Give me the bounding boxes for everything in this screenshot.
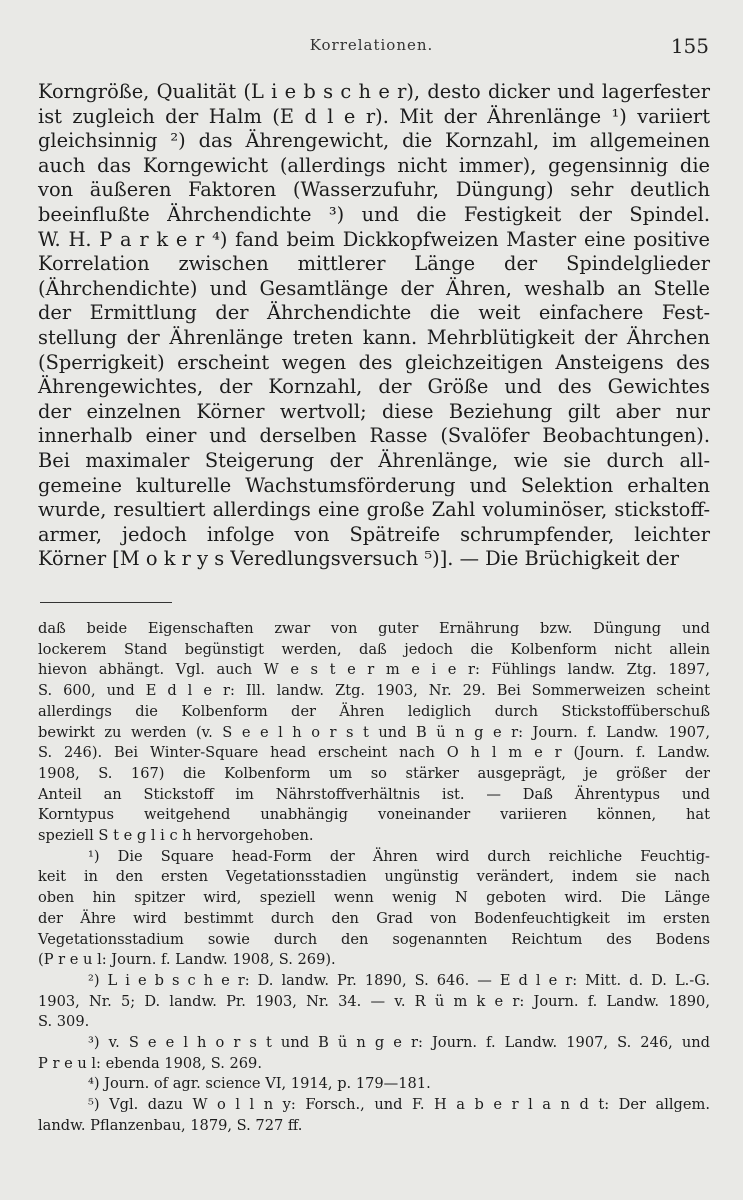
footnote-4-line: ⁴) Journ. of agr. science VI, 1914, p. 179—181. [88, 1075, 431, 1093]
page-number: 155 [670, 34, 709, 58]
body-text [38, 80, 710, 572]
footnote-line: landw. Pflanzenbau, 1879, S. 727 ff. [38, 1116, 303, 1134]
footnote-line: allerdings die Kolbenform der Ähren lediglich durch Stickstoffüberschuß [38, 702, 710, 720]
footnote-line: bewirkt zu werden (v. S e e l h o r s t und B ü n g e r: Journ. f. Landw. 1907, [38, 723, 710, 741]
footnote-line: 1903, Nr. 5; D. landw. Pr. 1903, Nr. 34. — v. R ü m k e r: Journ. f. Landw. 1890, [38, 992, 710, 1010]
body-line: innerhalb einer und derselben Rasse (Svalöfer Beobachtungen). [38, 424, 710, 448]
body-line: Ährengewichtes, der Kornzahl, der Größe und des Gewichtes [38, 375, 710, 399]
footnote-separator [40, 602, 172, 603]
footnote-5-line: ⁵) Vgl. dazu W o l l n y: Forsch., und F. H a b e r l a n d t: Der allgem. [88, 1096, 710, 1114]
footnote-line: 1908, S. 167) die Kolbenform um so stärker ausgeprägt, je größer der [38, 764, 710, 782]
body-line: Bei maximaler Steigerung der Ährenlänge, wie sie durch all- [38, 448, 710, 472]
footnote-1-line: ¹) Die Square head-Form der Ähren wird durch reichliche Feuchtig- [88, 847, 710, 865]
footnote-line: Korntypus weitgehend unabhängig voneinander variieren können, hat [38, 806, 710, 824]
footnote-line: lockerem Stand begünstigt werden, daß jedoch die Kolbenform nicht allein [38, 640, 710, 658]
body-line: gleichsinnig ²) das Ährengewicht, die Kornzahl, im allgemeinen [38, 129, 710, 153]
footnote-line: P r e u l: ebenda 1908, S. 269. [38, 1054, 262, 1072]
body-line: (Ährchendichte) und Gesamtlänge der Ähren, weshalb an Stelle [38, 276, 710, 300]
body-line: ist zugleich der Halm (E d l e r). Mit der Ährenlänge ¹) variiert [38, 104, 710, 128]
footnote-line: keit in den ersten Vegetationsstadien ungünstig verändert, indem sie nach [38, 868, 710, 886]
body-line: Korrelation zwischen mittlerer Länge der Spindelglieder [38, 252, 710, 276]
body-line: der Ermittlung der Ährchendichte die weit einfachere Fest- [38, 301, 710, 325]
footnote-line: Vegetationsstadium sowie durch den sogenannten Reichtum des Bodens [38, 930, 710, 948]
footnote-line: oben hin spitzer wird, speziell wenn wenig N geboten wird. Die Länge [38, 889, 710, 907]
footnote-line: der Ähre wird bestimmt durch den Grad von Bodenfeuchtigkeit im ersten [38, 909, 710, 927]
page-header [0, 32, 743, 62]
body-line: W. H. P a r k e r ⁴) fand beim Dickkopfweizen Master eine positive [38, 227, 710, 251]
body-line: Korngröße, Qualität (L i e b s c h e r), desto dicker und lagerfester [38, 80, 710, 103]
footnotes [38, 619, 710, 1137]
footnote-line: speziell S t e g l i c h hervorgehoben. [38, 827, 314, 845]
body-line: beeinflußte Ährchendichte ³) und die Festigkeit der Spindel. [38, 202, 710, 226]
footnote-line: S. 309. [38, 1013, 90, 1031]
body-line: (Sperrigkeit) erscheint wegen des gleichzeitigen Ansteigens des [38, 350, 710, 374]
body-line: auch das Korngewicht (allerdings nicht immer), gegensinnig die [38, 153, 710, 177]
body-line: der einzelnen Körner wertvoll; diese Beziehung gilt aber nur [38, 399, 710, 423]
footnote-3-line: ³) v. S e e l h o r s t und B ü n g e r: Journ. f. Landw. 1907, S. 246, und [88, 1034, 710, 1052]
footnote-line: S. 600, und E d l e r: Ill. landw. Ztg. 1903, Nr. 29. Bei Sommerweizen scheint [38, 682, 710, 700]
body-line: Körner [M o k r y s Veredlungsversuch ⁵)]. — Die Brüchigkeit der [38, 547, 680, 571]
footnote-line: hievon abhängt. Vgl. auch W e s t e r m e i e r: Fühlings landw. Ztg. 1897, [38, 661, 710, 679]
footnote-line: S. 246). Bei Winter-Square head erscheint nach O h l m e r (Journ. f. Landw. [38, 744, 710, 762]
body-line: gemeine kulturelle Wachstumsförderung und Selektion erhalten [38, 473, 710, 497]
footnote-line: daß beide Eigenschaften zwar von guter Ernährung bzw. Düngung und [38, 620, 710, 637]
body-line: stellung der Ährenlänge treten kann. Mehrblütigkeit der Ährchen [38, 325, 710, 349]
footnote-2-line: ²) L i e b s c h e r: D. landw. Pr. 1890, S. 646. — E d l e r: Mitt. d. D. L.-G. [88, 971, 710, 989]
body-line: wurde, resultiert allerdings eine große Zahl voluminöser, stickstoff- [38, 498, 710, 522]
running-title: Korrelationen. [309, 36, 434, 54]
footnote-line: (P r e u l: Journ. f. Landw. 1908, S. 269). [38, 951, 336, 969]
body-line: armer, jedoch infolge von Spätreife schrumpfender, leichter [38, 522, 710, 546]
footnote-line: Anteil an Stickstoff im Nährstoffverhältnis ist. — Daß Ährentypus und [38, 785, 710, 803]
body-line: von äußeren Faktoren (Wasserzufuhr, Düngung) sehr deutlich [38, 178, 710, 202]
